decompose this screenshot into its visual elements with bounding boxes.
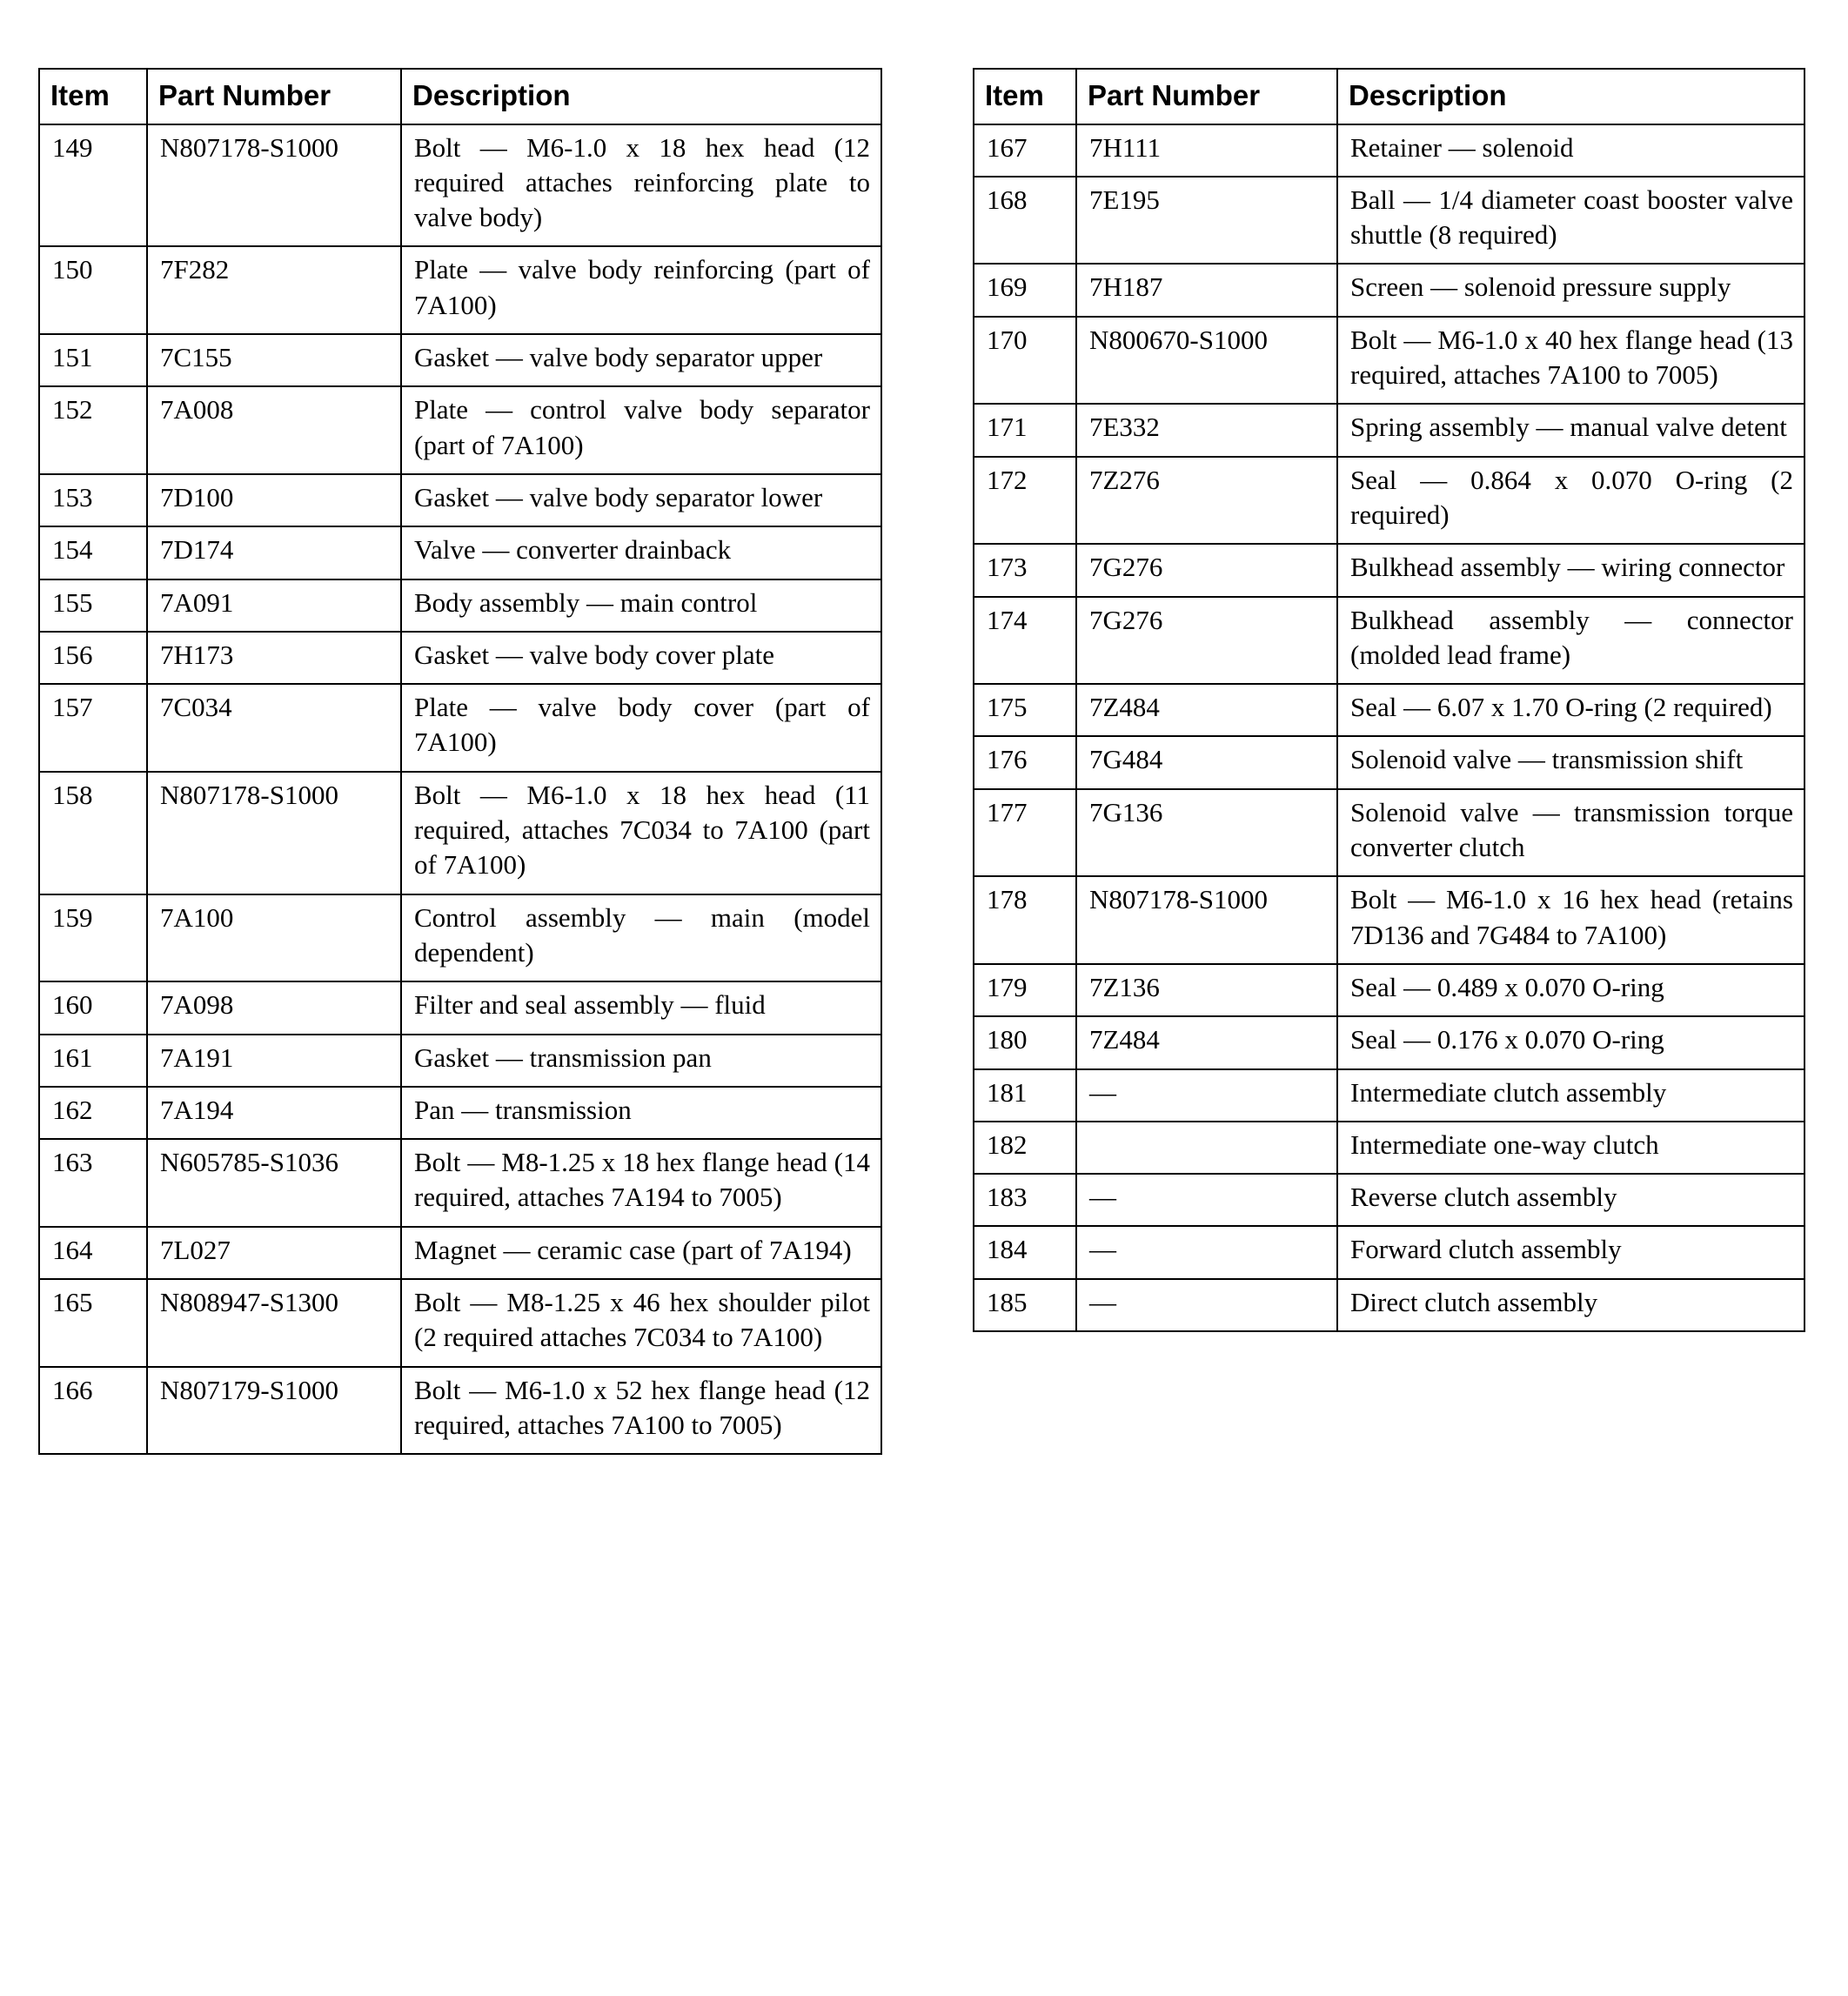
- description-cell: Screen — solenoid pressure supply: [1337, 264, 1804, 316]
- item-cell: 160: [39, 981, 147, 1034]
- header-row: [974, 69, 1804, 124]
- table-row: [39, 772, 881, 894]
- part-number-cell: 7A194: [147, 1087, 401, 1139]
- table-row: [39, 1087, 881, 1139]
- part-number-cell: N807179-S1000: [147, 1367, 401, 1455]
- description-cell: Bolt — M8-1.25 x 46 hex shoulder pilot (2 required attaches 7C034 to 7A100): [401, 1279, 881, 1367]
- table-row: [39, 1227, 881, 1279]
- description-cell: Body assembly — main control: [401, 579, 881, 632]
- table-row: [39, 526, 881, 579]
- description-cell: Bolt — M6-1.0 x 16 hex head (retains 7D136 and 7G484 to 7A100): [1337, 876, 1804, 964]
- item-cell: 176: [974, 736, 1076, 788]
- item-cell: 173: [974, 544, 1076, 596]
- item-cell: 158: [39, 772, 147, 894]
- item-cell: 172: [974, 457, 1076, 545]
- part-number-cell: 7G484: [1076, 736, 1337, 788]
- part-number-cell: N808947-S1300: [147, 1279, 401, 1367]
- table-row: [974, 597, 1804, 685]
- table-body: [39, 124, 881, 1455]
- table-row: [39, 386, 881, 474]
- header-description: Description: [401, 69, 881, 124]
- header-description: Description: [1337, 69, 1804, 124]
- table-row: [974, 177, 1804, 265]
- part-number-cell: [1076, 1122, 1337, 1174]
- part-number-cell: 7C034: [147, 684, 401, 772]
- table-body: [974, 124, 1804, 1331]
- item-cell: 150: [39, 246, 147, 334]
- description-cell: Intermediate one-way clutch: [1337, 1122, 1804, 1174]
- table-row: [39, 474, 881, 526]
- table-row: [39, 124, 881, 247]
- item-cell: 171: [974, 404, 1076, 456]
- table-row: [974, 544, 1804, 596]
- description-cell: Gasket — transmission pan: [401, 1035, 881, 1087]
- description-cell: Seal — 0.489 x 0.070 O-ring: [1337, 964, 1804, 1016]
- description-cell: Bolt — M6-1.0 x 40 hex flange head (13 required, attaches 7A100 to 7005): [1337, 317, 1804, 405]
- item-cell: 174: [974, 597, 1076, 685]
- table-row: [974, 404, 1804, 456]
- part-number-cell: 7G276: [1076, 597, 1337, 685]
- part-number-cell: 7H111: [1076, 124, 1337, 177]
- description-cell: Seal — 0.176 x 0.070 O-ring: [1337, 1016, 1804, 1068]
- description-cell: Bolt — M8-1.25 x 18 hex flange head (14 required, attaches 7A194 to 7005): [401, 1139, 881, 1227]
- description-cell: Reverse clutch assembly: [1337, 1174, 1804, 1226]
- description-cell: Spring assembly — manual valve detent: [1337, 404, 1804, 456]
- description-cell: Pan — transmission: [401, 1087, 881, 1139]
- item-cell: 163: [39, 1139, 147, 1227]
- item-cell: 185: [974, 1279, 1076, 1331]
- table-row: [39, 246, 881, 334]
- description-cell: Bulkhead assembly — wiring connector: [1337, 544, 1804, 596]
- table-row: [39, 632, 881, 684]
- table-row: [974, 1279, 1804, 1331]
- item-cell: 149: [39, 124, 147, 247]
- description-cell: Gasket — valve body separator upper: [401, 334, 881, 386]
- item-cell: 165: [39, 1279, 147, 1367]
- item-cell: 178: [974, 876, 1076, 964]
- item-cell: 170: [974, 317, 1076, 405]
- item-cell: 177: [974, 789, 1076, 877]
- description-cell: Forward clutch assembly: [1337, 1226, 1804, 1278]
- part-number-cell: 7A191: [147, 1035, 401, 1087]
- part-number-cell: —: [1076, 1226, 1337, 1278]
- part-number-cell: 7G136: [1076, 789, 1337, 877]
- part-number-cell: —: [1076, 1174, 1337, 1226]
- item-cell: 175: [974, 684, 1076, 736]
- table-row: [974, 1122, 1804, 1174]
- table-row: [39, 1139, 881, 1227]
- part-number-cell: 7Z136: [1076, 964, 1337, 1016]
- description-cell: Intermediate clutch assembly: [1337, 1069, 1804, 1122]
- table-row: [39, 981, 881, 1034]
- description-cell: Gasket — valve body separator lower: [401, 474, 881, 526]
- table-row: [974, 789, 1804, 877]
- part-number-cell: 7F282: [147, 246, 401, 334]
- item-cell: 151: [39, 334, 147, 386]
- part-number-cell: 7G276: [1076, 544, 1337, 596]
- item-cell: 184: [974, 1226, 1076, 1278]
- description-cell: Plate — valve body reinforcing (part of 7A100): [401, 246, 881, 334]
- part-number-cell: N800670-S1000: [1076, 317, 1337, 405]
- table-row: [39, 1367, 881, 1455]
- table-row: [974, 1016, 1804, 1068]
- item-cell: 159: [39, 894, 147, 982]
- item-cell: 164: [39, 1227, 147, 1279]
- description-cell: Retainer — solenoid: [1337, 124, 1804, 177]
- description-cell: Filter and seal assembly — fluid: [401, 981, 881, 1034]
- description-cell: Seal — 6.07 x 1.70 O-ring (2 required): [1337, 684, 1804, 736]
- table-row: [39, 1035, 881, 1087]
- part-number-cell: 7Z276: [1076, 457, 1337, 545]
- header-row: [39, 69, 881, 124]
- part-number-cell: 7H187: [1076, 264, 1337, 316]
- header-part-number: Part Number: [147, 69, 401, 124]
- table-row: [974, 1174, 1804, 1226]
- description-cell: Valve — converter drainback: [401, 526, 881, 579]
- description-cell: Seal — 0.864 x 0.070 O-ring (2 required): [1337, 457, 1804, 545]
- part-number-cell: 7Z484: [1076, 1016, 1337, 1068]
- part-number-cell: 7A100: [147, 894, 401, 982]
- parts-table-left: [38, 68, 882, 1455]
- part-number-cell: 7A091: [147, 579, 401, 632]
- part-number-cell: 7A008: [147, 386, 401, 474]
- description-cell: Solenoid valve — transmission shift: [1337, 736, 1804, 788]
- parts-table-right: [973, 68, 1805, 1332]
- item-cell: 157: [39, 684, 147, 772]
- part-number-cell: 7E332: [1076, 404, 1337, 456]
- item-cell: 167: [974, 124, 1076, 177]
- item-cell: 180: [974, 1016, 1076, 1068]
- header-item: Item: [39, 69, 147, 124]
- table-header: [39, 69, 881, 124]
- header-item: Item: [974, 69, 1076, 124]
- part-number-cell: N807178-S1000: [147, 772, 401, 894]
- header-part-number: Part Number: [1076, 69, 1337, 124]
- item-cell: 166: [39, 1367, 147, 1455]
- table-row: [974, 1069, 1804, 1122]
- item-cell: 155: [39, 579, 147, 632]
- table-row: [39, 334, 881, 386]
- description-cell: Plate — control valve body separator (part of 7A100): [401, 386, 881, 474]
- item-cell: 152: [39, 386, 147, 474]
- description-cell: Bolt — M6-1.0 x 18 hex head (12 required attaches reinforcing plate to valve body): [401, 124, 881, 247]
- table-row: [39, 684, 881, 772]
- table-header: [974, 69, 1804, 124]
- table-row: [39, 894, 881, 982]
- part-number-cell: 7E195: [1076, 177, 1337, 265]
- item-cell: 153: [39, 474, 147, 526]
- table-row: [974, 684, 1804, 736]
- part-number-cell: 7D174: [147, 526, 401, 579]
- item-cell: 156: [39, 632, 147, 684]
- description-cell: Bolt — M6-1.0 x 52 hex flange head (12 required, attaches 7A100 to 7005): [401, 1367, 881, 1455]
- table-row: [974, 964, 1804, 1016]
- table-row: [39, 1279, 881, 1367]
- item-cell: 161: [39, 1035, 147, 1087]
- description-cell: Solenoid valve — transmission torque converter clutch: [1337, 789, 1804, 877]
- description-cell: Direct clutch assembly: [1337, 1279, 1804, 1331]
- table-row: [974, 317, 1804, 405]
- item-cell: 181: [974, 1069, 1076, 1122]
- table-row: [39, 579, 881, 632]
- table-row: [974, 876, 1804, 964]
- part-number-cell: —: [1076, 1279, 1337, 1331]
- item-cell: 179: [974, 964, 1076, 1016]
- description-cell: Control assembly — main (model dependent): [401, 894, 881, 982]
- table-row: [974, 736, 1804, 788]
- description-cell: Bulkhead assembly — connector (molded lead frame): [1337, 597, 1804, 685]
- part-number-cell: 7A098: [147, 981, 401, 1034]
- part-number-cell: 7L027: [147, 1227, 401, 1279]
- part-number-cell: 7Z484: [1076, 684, 1337, 736]
- part-number-cell: N807178-S1000: [147, 124, 401, 247]
- part-number-cell: 7D100: [147, 474, 401, 526]
- table-row: [974, 264, 1804, 316]
- part-number-cell: —: [1076, 1069, 1337, 1122]
- item-cell: 162: [39, 1087, 147, 1139]
- description-cell: Bolt — M6-1.0 x 18 hex head (11 required, attaches 7C034 to 7A100 (part of 7A100): [401, 772, 881, 894]
- part-number-cell: 7C155: [147, 334, 401, 386]
- part-number-cell: N605785-S1036: [147, 1139, 401, 1227]
- description-cell: Ball — 1/4 diameter coast booster valve shuttle (8 required): [1337, 177, 1804, 265]
- item-cell: 183: [974, 1174, 1076, 1226]
- table-row: [974, 1226, 1804, 1278]
- part-number-cell: 7H173: [147, 632, 401, 684]
- description-cell: Gasket — valve body cover plate: [401, 632, 881, 684]
- part-number-cell: N807178-S1000: [1076, 876, 1337, 964]
- description-cell: Plate — valve body cover (part of 7A100): [401, 684, 881, 772]
- item-cell: 154: [39, 526, 147, 579]
- item-cell: 168: [974, 177, 1076, 265]
- description-cell: Magnet — ceramic case (part of 7A194): [401, 1227, 881, 1279]
- item-cell: 182: [974, 1122, 1076, 1174]
- table-row: [974, 124, 1804, 177]
- table-row: [974, 457, 1804, 545]
- item-cell: 169: [974, 264, 1076, 316]
